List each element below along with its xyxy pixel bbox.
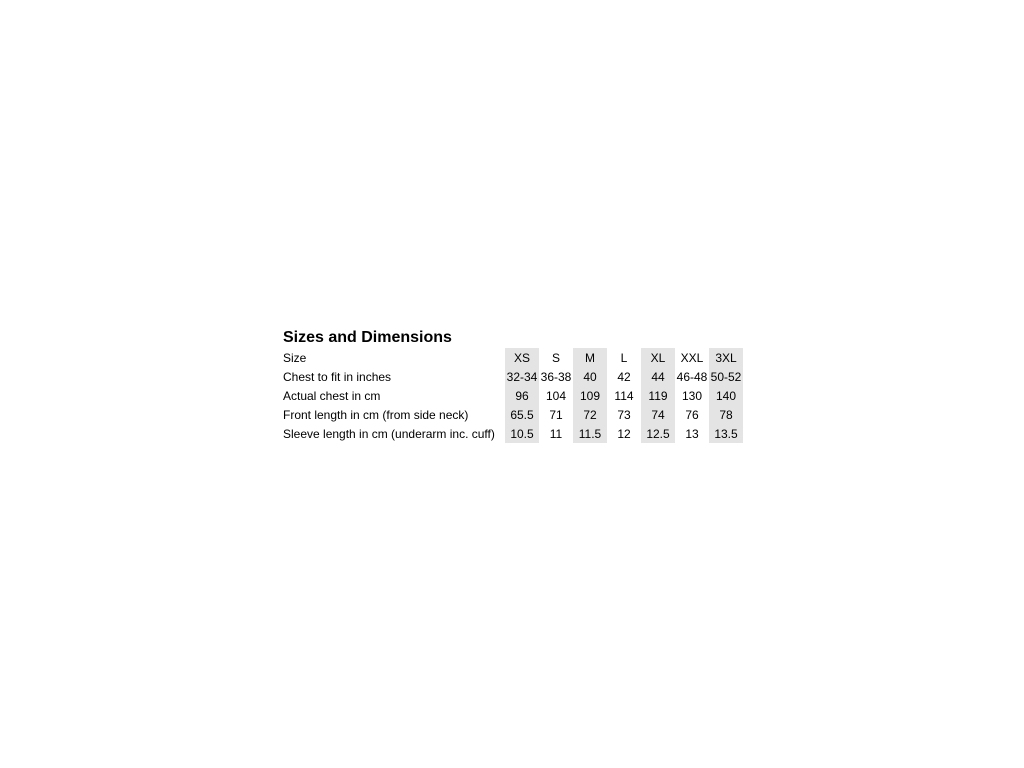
table-row — [282, 424, 743, 443]
table-cell: 119 — [641, 386, 675, 405]
table-cell: 42 — [617, 369, 631, 384]
header-cell: 3XL — [709, 348, 743, 367]
table-cell: 140 — [709, 386, 743, 405]
header-cell: L — [620, 350, 628, 365]
header-cell: M — [573, 348, 607, 367]
header-cell: XL — [641, 348, 675, 367]
table-cell: 46-48 — [676, 369, 708, 384]
row-label: Actual chest in cm — [283, 388, 381, 403]
table-cell: 73 — [617, 407, 631, 422]
table-cell: 65.5 — [505, 405, 539, 424]
size-chart — [282, 328, 743, 443]
table-cell: 96 — [505, 386, 539, 405]
table-cell: 72 — [573, 405, 607, 424]
table-cell: 12.5 — [641, 424, 675, 443]
table-cell: 36-38 — [540, 369, 572, 384]
size-table — [282, 348, 743, 443]
header-label: Size — [283, 350, 307, 365]
table-cell: 71 — [549, 407, 563, 422]
header-cell: S — [551, 350, 560, 365]
table-cell: 104 — [545, 388, 567, 403]
table-row — [282, 405, 743, 424]
table-row — [282, 386, 743, 405]
table-cell: 13.5 — [709, 424, 743, 443]
row-label: Sleeve length in cm (underarm inc. cuff) — [283, 426, 495, 441]
header-cell: XS — [505, 348, 539, 367]
table-cell: 114 — [614, 388, 634, 403]
table-cell: 130 — [681, 388, 703, 403]
table-cell: 13 — [685, 426, 699, 441]
table-cell: 76 — [685, 407, 699, 422]
table-cell: 109 — [573, 386, 607, 405]
table-cell: 74 — [641, 405, 675, 424]
row-label: Front length in cm (from side neck) — [283, 407, 469, 422]
header-cell: XXL — [680, 350, 704, 365]
table-header-row — [282, 348, 743, 367]
table-cell: 50-52 — [709, 367, 743, 386]
table-row — [282, 367, 743, 386]
table-cell: 40 — [573, 367, 607, 386]
chart-title: Sizes and Dimensions — [283, 329, 452, 346]
row-label: Chest to fit in inches — [283, 369, 392, 384]
table-cell: 11 — [549, 426, 563, 441]
table-cell: 44 — [641, 367, 675, 386]
table-cell: 11.5 — [573, 424, 607, 443]
table-cell: 12 — [617, 426, 631, 441]
table-cell: 78 — [709, 405, 743, 424]
table-cell: 32-34 — [505, 367, 539, 386]
table-cell: 10.5 — [505, 424, 539, 443]
